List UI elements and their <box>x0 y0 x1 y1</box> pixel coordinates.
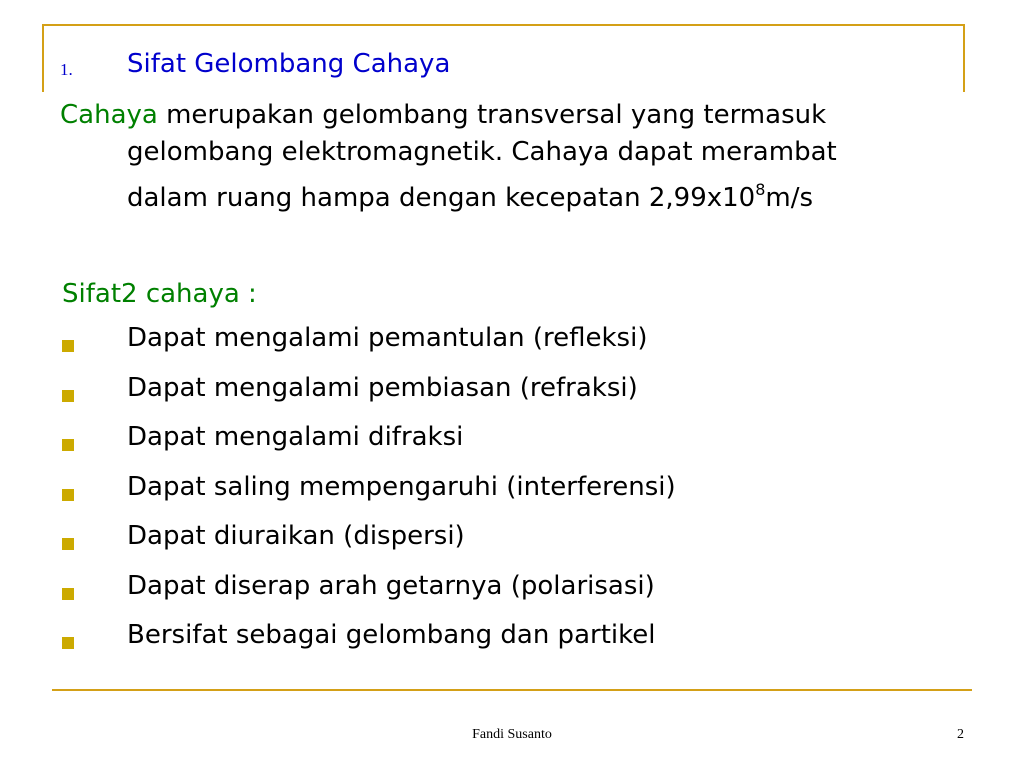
footer-page-number: 2 <box>957 727 964 742</box>
top-frame-line <box>42 24 964 26</box>
square-bullet-icon <box>62 340 74 352</box>
heading-number: 1. <box>60 60 73 79</box>
bullet-text: Dapat diuraikan (dispersi) <box>127 521 465 551</box>
square-bullet-icon <box>62 538 74 550</box>
square-bullet-icon <box>62 489 74 501</box>
bullet-text: Dapat mengalami difraksi <box>127 422 464 452</box>
paragraph-line-1 <box>60 97 970 134</box>
bullet-text: Dapat mengalami pembiasan (refraksi) <box>127 372 638 403</box>
square-bullet-icon <box>62 588 74 600</box>
paragraph-line-3-unit: m/s <box>765 183 814 213</box>
square-bullet-icon <box>62 637 74 649</box>
left-frame-line <box>42 24 44 92</box>
exponent-superscript: 8 <box>755 180 766 199</box>
paragraph-line-2: gelombang elektromagnetik. Cahaya dapat merambat <box>127 137 837 167</box>
square-bullet-icon <box>62 390 74 402</box>
bullet-text: Bersifat sebagai gelombang dan partikel <box>127 620 656 650</box>
bottom-divider-line <box>52 689 972 691</box>
slide-heading: Sifat Gelombang Cahaya <box>127 49 451 79</box>
bullet-text: Dapat diserap arah getarnya (polarisasi) <box>127 570 655 601</box>
bullet-text: Dapat mengalami pemantulan (refleksi) <box>127 323 648 353</box>
paragraph-lead-word: Cahaya <box>60 100 158 130</box>
paragraph-line-3-text: dalam ruang hampa dengan kecepatan 2,99x10 <box>127 183 756 213</box>
bullet-text: Dapat saling mempengaruhi (interferensi) <box>127 471 676 502</box>
intro-paragraph <box>60 97 970 217</box>
square-bullet-icon <box>62 439 74 451</box>
paragraph-line-1-text: merupakan gelombang transversal yang termasuk <box>157 100 827 130</box>
footer-author: Fandi Susanto <box>472 727 552 742</box>
paragraph-line-3 <box>60 171 970 217</box>
properties-subheading: Sifat2 cahaya : <box>62 279 257 309</box>
right-frame-line <box>963 24 965 92</box>
